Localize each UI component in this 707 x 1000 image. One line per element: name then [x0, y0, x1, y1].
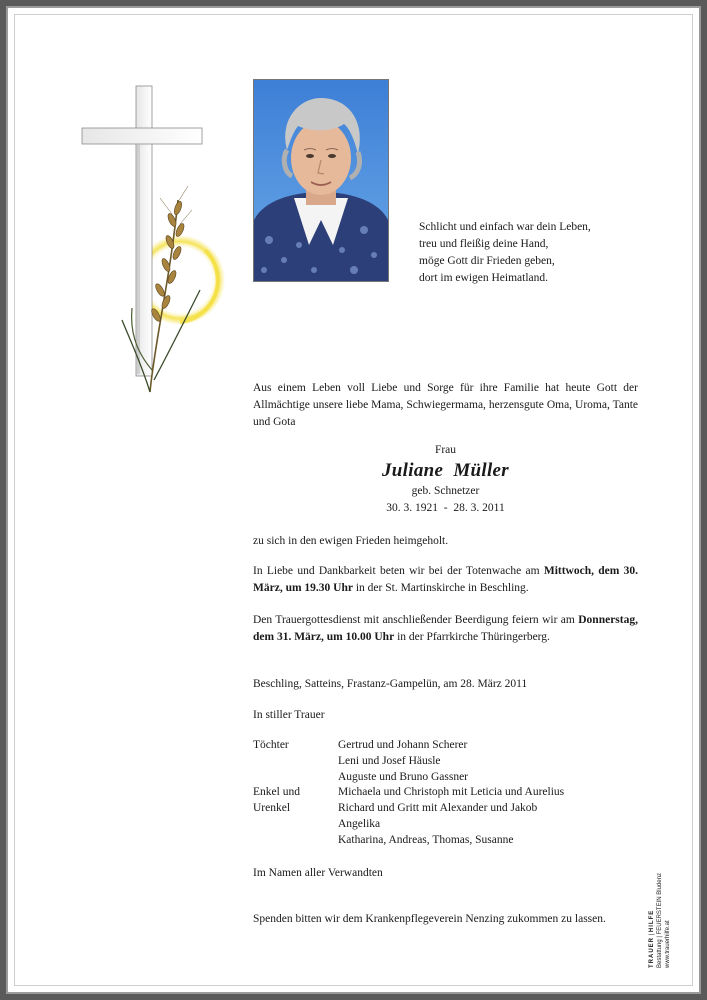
family-label: Urenkel [253, 802, 291, 815]
deceased-name: Juliane Müller [382, 460, 509, 481]
logo-line-1: Bestattung [657, 939, 663, 968]
logo-line-2: FEUERSTEIN Bludenz [657, 873, 663, 935]
list-item [253, 754, 564, 770]
called-home-text: zu sich in den ewigen Frieden heimgeholt. [253, 535, 449, 547]
list-item [253, 833, 564, 849]
funeral-prefix: Den Trauergottesdienst mit anschließender Beerdigung feiern wir am [253, 614, 579, 626]
family-label [253, 817, 338, 833]
place-date: Beschling, Satteins, Frastanz-Gampelün, am 28. März 2011 [253, 678, 528, 690]
life-dates: 30. 3. 1921 - 28. 3. 2011 [386, 502, 505, 514]
logo-brand-2: HILFE [649, 909, 655, 933]
funeral-datetime: Donnerstag, dem 31. März, um 10.00 Uhr [253, 614, 638, 643]
family-names: Angelika [338, 817, 381, 830]
family-label [253, 770, 338, 786]
poem-line: Schlicht und einfach war dein Leben, [419, 221, 591, 233]
logo-line: Bestattung | FEUERSTEIN Bludenz [657, 873, 663, 968]
family-names: Katharina, Andreas, Thomas, Susanne [338, 833, 514, 846]
family-names: Auguste und Bruno Gassner [338, 770, 468, 783]
intro-text: Aus einem Leben voll Liebe und Sorge für ihre Familie hat heute Gott der Allmächtige unsere liebe Mama, Schwiegermama, herzensgute Oma, Uroma, Tante und Gota [253, 382, 638, 428]
list-item [253, 817, 564, 833]
wake-prefix: In Liebe und Dankbarkeit beten wir bei der Totenwache am [253, 565, 544, 577]
relatives-text: Im Namen aller Verwandten [253, 867, 383, 879]
funeral-home-logo [648, 868, 682, 968]
family-names: Michaela und Christoph mit Leticia und Aurelius [338, 786, 565, 799]
in-mourning: In stiller Trauer [253, 709, 325, 721]
family-label [253, 754, 338, 770]
family-names: Richard und Gritt mit Alexander und Jakob [338, 802, 538, 815]
family-list [253, 738, 564, 849]
logo-brand: TRAUER | HILFE [649, 909, 655, 968]
funeral-suffix: in der Pfarrkirche Thüringerberg. [394, 631, 550, 643]
maiden-name: geb. Schnetzer [411, 485, 480, 497]
family-names: Gertrud und Johann Scherer [338, 739, 468, 751]
poem-line: möge Gott dir Frieden geben, [419, 255, 555, 267]
list-item [253, 770, 564, 786]
salutation: Frau [434, 444, 457, 456]
logo-url: www.trauerhilfe.at [665, 920, 671, 968]
donation-text: Spenden bitten wir dem Krankenpflegeverein Nenzing zukommen zu lassen. [253, 913, 606, 925]
family-label [253, 833, 338, 849]
list-item [253, 801, 564, 817]
wake-suffix: in der St. Martinskirche in Beschling. [352, 582, 529, 594]
poem [419, 219, 591, 287]
cross-wheat-icon [60, 80, 230, 400]
poem-line: treu und fleißig deine Hand, [419, 238, 549, 250]
wake-text [253, 563, 638, 597]
deceased-block [253, 442, 638, 517]
family-names: Leni und Josef Häusle [338, 754, 441, 767]
list-item [253, 738, 564, 754]
wake-datetime: Mittwoch, dem 30. März, um 19.30 Uhr [253, 565, 638, 594]
family-label: Enkel und [253, 786, 300, 799]
poem-line: dort im ewigen Heimatland. [419, 272, 549, 284]
portrait-photo [253, 79, 389, 282]
logo-brand-1: TRAUER [649, 937, 655, 968]
family-label: Töchter [253, 739, 289, 751]
list-item [253, 785, 564, 801]
funeral-text [253, 612, 638, 646]
